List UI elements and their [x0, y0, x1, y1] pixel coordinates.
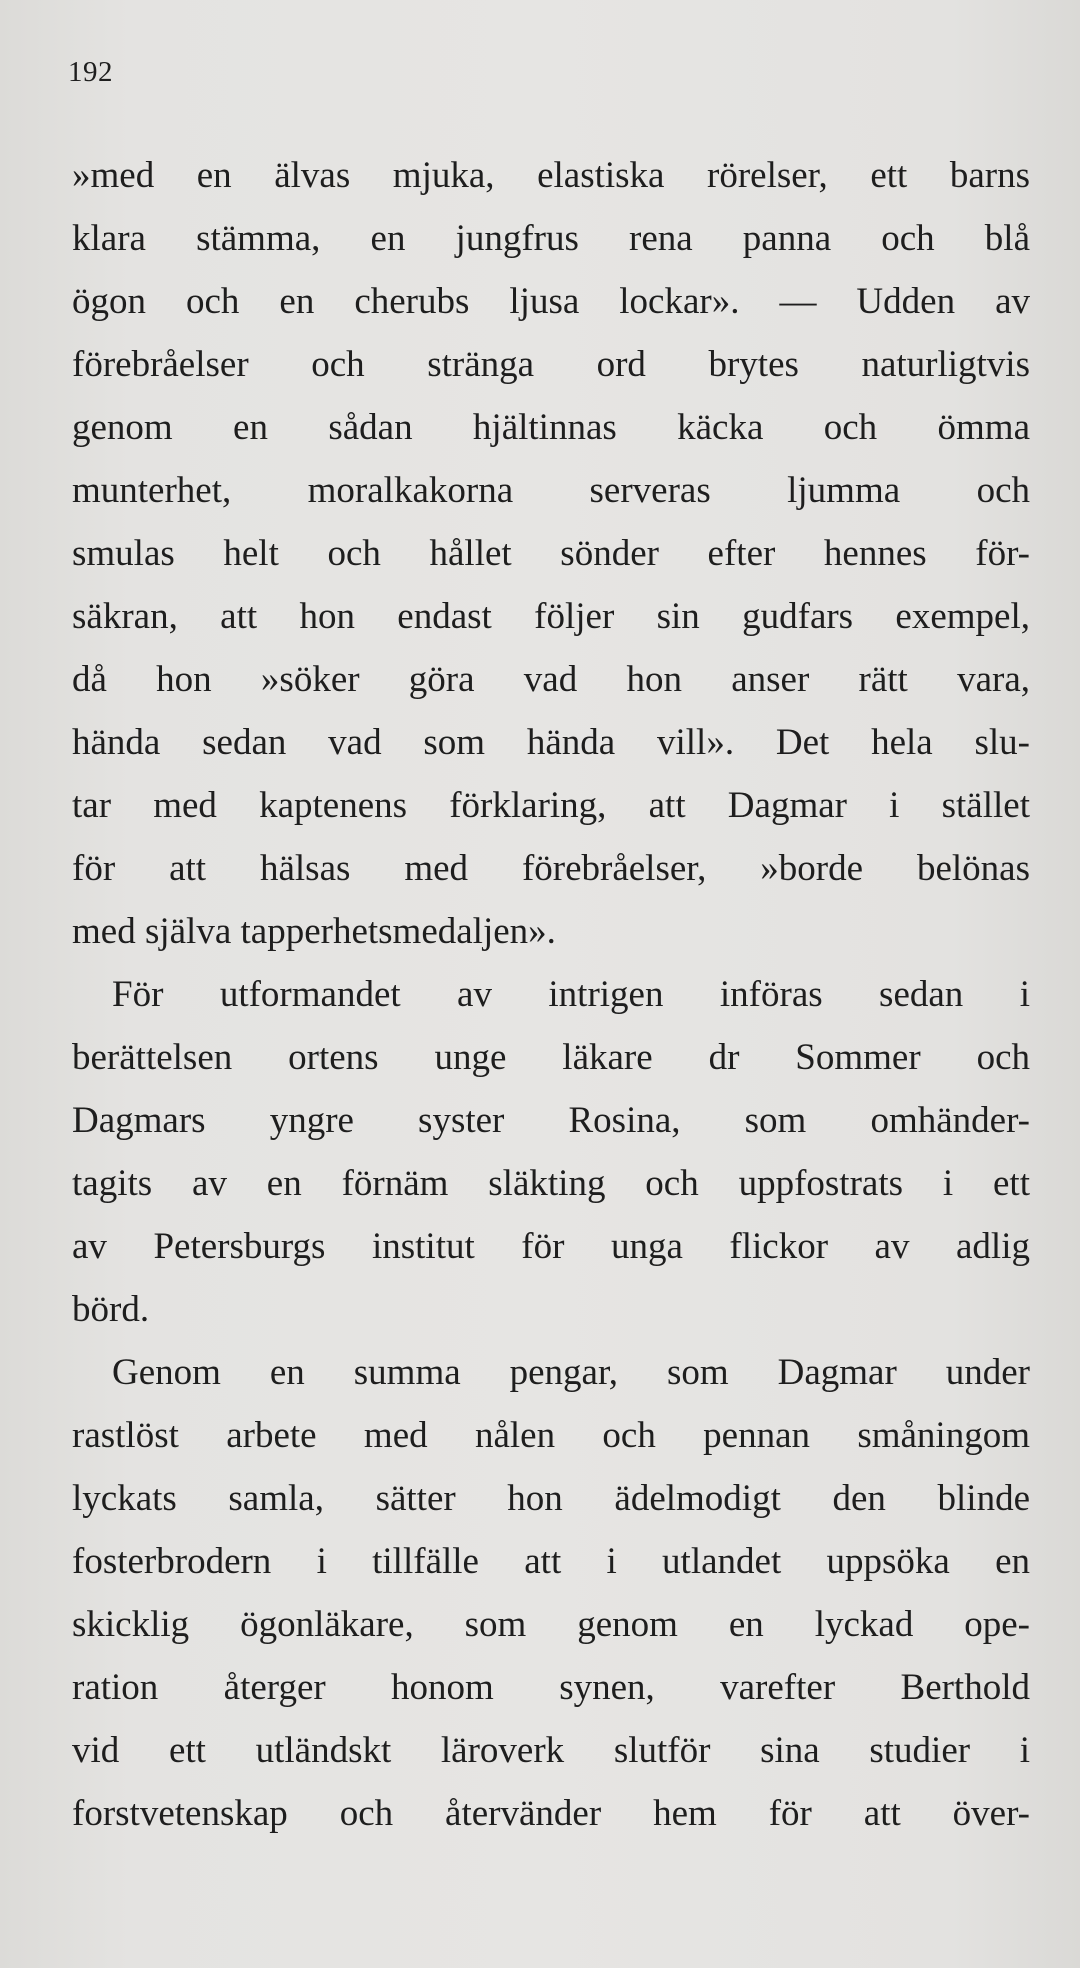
text-line-19: börd.: [72, 1289, 150, 1330]
text-line-13: med själva tapperhetsmedaljen».: [72, 911, 556, 952]
text-line-18: av Petersburgs institut för unga flickor av adlig: [72, 1226, 1030, 1267]
text-line-24: skicklig ögonläkare, som genom en lyckad ope-: [72, 1604, 1030, 1645]
text-line-5: genom en sådan hjältinnas käcka och ömma: [72, 407, 1030, 448]
text-line-21: rastlöst arbete med nålen och pennan småningom: [72, 1415, 1030, 1456]
text-line-12: för att hälsas med förebråelser, »borde belönas: [72, 848, 1030, 889]
text-line-4: förebråelser och stränga ord brytes naturligtvis: [72, 344, 1030, 385]
text-line-10: hända sedan vad som hända vill». Det hela slu-: [72, 722, 1030, 763]
text-line-7: smulas helt och hållet sönder efter hennes för-: [72, 533, 1030, 574]
text-line-20: Genom en summa pengar, som Dagmar under: [112, 1352, 1030, 1393]
text-line-2: klara stämma, en jungfrus rena panna och blå: [72, 218, 1030, 259]
text-line-1: »med en älvas mjuka, elastiska rörelser, ett barns: [72, 155, 1030, 196]
text-line-23: fosterbrodern i tillfälle att i utlandet uppsöka en: [72, 1541, 1030, 1582]
text-line-16: Dagmars yngre syster Rosina, som omhänder-: [72, 1100, 1030, 1141]
page-number: 192: [68, 56, 113, 88]
text-line-14: För utformandet av intrigen införas sedan i: [112, 974, 1030, 1015]
text-line-8: säkran, att hon endast följer sin gudfars exempel,: [72, 596, 1030, 637]
text-line-3: ögon och en cherubs ljusa lockar». — Udden av: [72, 281, 1030, 322]
text-line-11: tar med kaptenens förklaring, att Dagmar i stället: [72, 785, 1030, 826]
text-line-25: ration återger honom synen, varefter Berthold: [72, 1667, 1030, 1708]
text-line-17: tagits av en förnäm släkting och uppfostrats i ett: [72, 1163, 1030, 1204]
text-line-15: berättelsen ortens unge läkare dr Sommer och: [72, 1037, 1030, 1078]
text-line-6: munterhet, moralkakorna serveras ljumma och: [72, 470, 1030, 511]
text-line-22: lyckats samla, sätter hon ädelmodigt den blinde: [72, 1478, 1030, 1519]
text-line-9: då hon »söker göra vad hon anser rätt vara,: [72, 659, 1030, 700]
text-line-27: forstvetenskap och återvänder hem för att över-: [72, 1793, 1030, 1834]
text-line-26: vid ett utländskt läroverk slutför sina studier i: [72, 1730, 1030, 1771]
